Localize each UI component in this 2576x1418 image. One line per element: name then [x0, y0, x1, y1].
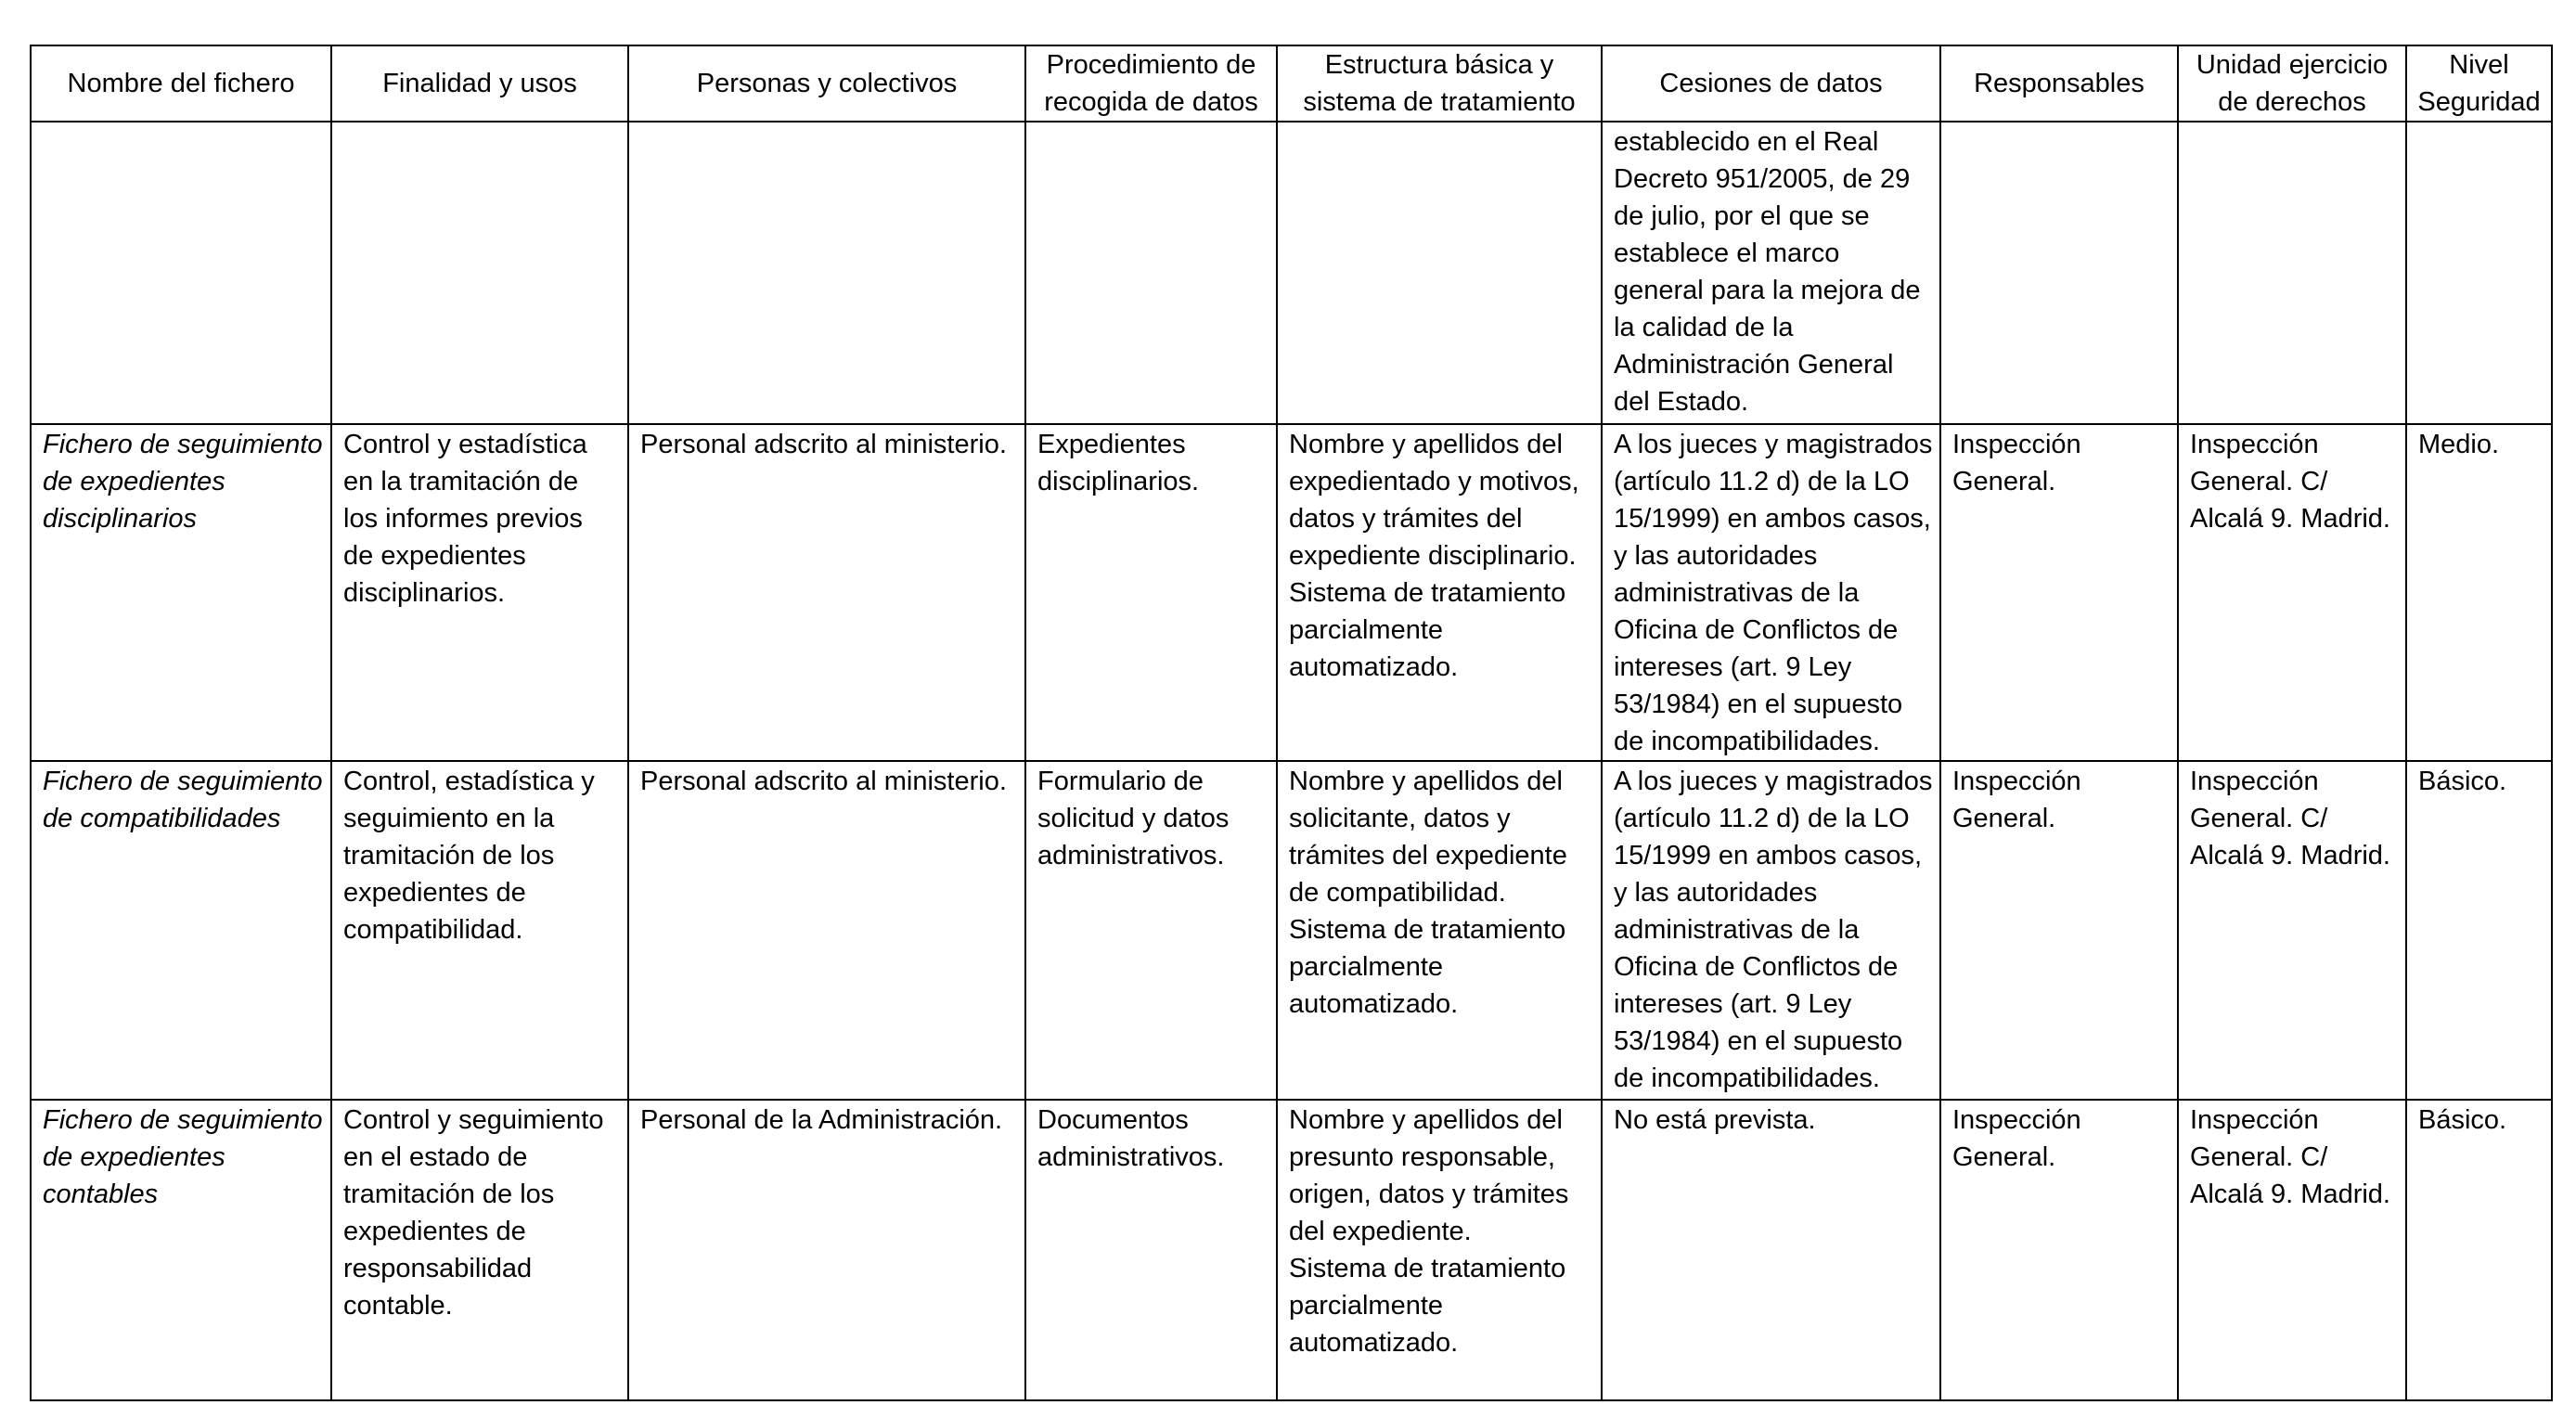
cell-cesiones [1602, 1100, 1940, 1400]
cell-text: Personal de la Administración. [640, 1105, 1003, 1135]
cell-unidad [2178, 424, 2406, 761]
cell-estructura [1277, 761, 1602, 1100]
cell-text: Oficina de Conflictos de [1614, 615, 1899, 645]
cell-personas [628, 761, 1025, 1100]
cell-text: seguimiento en la [343, 804, 555, 833]
cell-estructura [1277, 424, 1602, 761]
cell-text: de expedientes [43, 467, 225, 496]
cell-text: y las autoridades [1614, 878, 1818, 908]
cell-text: contables [43, 1180, 159, 1209]
cell-text: Personal adscrito al ministerio. [640, 767, 1007, 796]
cell-text: intereses (art. 9 Ley [1614, 652, 1852, 682]
cell-text: expedientes de [343, 1217, 526, 1246]
cell-text: automatizado. [1289, 652, 1459, 682]
header-text: Responsables [1974, 69, 2145, 98]
cell-nivel [2406, 761, 2552, 1100]
table-row [31, 761, 2552, 1100]
cell-text: Sistema de tratamiento [1289, 578, 1566, 608]
cell-nivel [2406, 122, 2552, 424]
cell-personas [628, 122, 1025, 424]
cell-finalidad [331, 1100, 628, 1400]
cell-text: General. C/ [2190, 1142, 2328, 1172]
cell-cesiones [1602, 761, 1940, 1100]
cell-text: disciplinarios [43, 504, 198, 534]
header-text: sistema de tratamiento [1303, 87, 1576, 117]
header-estructura [1277, 45, 1602, 122]
ficheros-table [30, 45, 2553, 1401]
header-text: Cesiones de datos [1659, 69, 1883, 98]
cell-text: Medio. [2418, 430, 2500, 459]
header-text: de derechos [2218, 87, 2366, 117]
header-responsables [1940, 45, 2178, 122]
header-nombre [31, 45, 331, 122]
cell-cesiones [1602, 424, 1940, 761]
cell-responsables [1940, 122, 2178, 424]
cell-personas [628, 424, 1025, 761]
cell-text: General. [1952, 804, 2056, 833]
cell-text: en el estado de [343, 1142, 528, 1172]
cell-text: Alcalá 9. Madrid. [2190, 1180, 2390, 1209]
header-text: Finalidad y usos [382, 69, 577, 98]
cell-text: Expedientes [1037, 430, 1186, 459]
header-text: Nivel [2449, 50, 2509, 80]
cell-text: automatizado. [1289, 1328, 1459, 1358]
cell-text: los informes previos [343, 504, 583, 534]
cell-text: 15/1999 en ambos casos, [1614, 841, 1923, 870]
header-nivel [2406, 45, 2552, 122]
header-text: recogida de datos [1044, 87, 1258, 117]
cell-text: trámites del expediente [1289, 841, 1567, 870]
cell-responsables [1940, 1100, 2178, 1400]
cell-text: (artículo 11.2 d) de la LO [1614, 467, 1910, 496]
cell-text: A los jueces y magistrados [1614, 430, 1933, 459]
cell-text: Control, estadística y [343, 767, 595, 796]
cell-text: de compatibilidades [43, 804, 281, 833]
cell-text: Básico. [2418, 767, 2507, 796]
cell-text: de expedientes [343, 541, 526, 571]
header-text: Procedimiento de [1046, 50, 1256, 80]
cell-text: Nombre y apellidos del [1289, 767, 1563, 796]
cell-text: Inspección [1952, 767, 2081, 796]
cell-text: de incompatibilidades. [1614, 1064, 1880, 1093]
cell-text: tramitación de los [343, 1180, 555, 1209]
cell-text: Alcalá 9. Madrid. [2190, 504, 2390, 534]
table-row [31, 424, 2552, 761]
cell-text: del Estado. [1614, 387, 1749, 417]
header-procedimiento [1025, 45, 1277, 122]
cell-text: administrativas de la [1614, 578, 1860, 608]
cell-nombre [31, 424, 331, 761]
cell-text: Nombre y apellidos del [1289, 1105, 1563, 1135]
header-text: Nombre del fichero [67, 69, 295, 98]
table-row [31, 1100, 2552, 1400]
cell-text: origen, datos y trámites [1289, 1180, 1569, 1209]
cell-text: expediente disciplinario. [1289, 541, 1577, 571]
cell-text: General. C/ [2190, 804, 2328, 833]
header-text: Personas y colectivos [696, 69, 958, 98]
cell-estructura [1277, 122, 1602, 424]
cell-text: solicitante, datos y [1289, 804, 1511, 833]
cell-unidad [2178, 761, 2406, 1100]
cell-text: Alcalá 9. Madrid. [2190, 841, 2390, 870]
cell-text: No está prevista. [1614, 1105, 1816, 1135]
cell-finalidad [331, 122, 628, 424]
header-unidad [2178, 45, 2406, 122]
cell-text: 15/1999) en ambos casos, [1614, 504, 1931, 534]
cell-procedimiento [1025, 1100, 1277, 1400]
cell-text: parcialmente [1289, 615, 1444, 645]
cell-text: Sistema de tratamiento [1289, 915, 1566, 945]
cell-text: administrativos. [1037, 841, 1225, 870]
cell-text: administrativas de la [1614, 915, 1860, 945]
cell-text: de julio, por el que se [1614, 201, 1870, 231]
table-header-row [31, 45, 2552, 122]
cell-text: del expediente. [1289, 1217, 1472, 1246]
cell-text: Control y estadística [343, 430, 587, 459]
cell-text: establecido en el Real [1614, 127, 1879, 157]
cell-procedimiento [1025, 424, 1277, 761]
cell-text: Fichero de seguimiento [43, 430, 323, 459]
cell-nivel [2406, 424, 2552, 761]
header-personas [628, 45, 1025, 122]
header-text: Unidad ejercicio [2196, 50, 2389, 80]
header-text: Seguridad [2417, 87, 2541, 117]
cell-text: Inspección [2190, 430, 2319, 459]
cell-text: Inspección [2190, 1105, 2319, 1135]
cell-text: establece el marco [1614, 238, 1840, 268]
cell-text: presunto responsable, [1289, 1142, 1555, 1172]
cell-text: A los jueces y magistrados [1614, 767, 1933, 796]
cell-finalidad [331, 761, 628, 1100]
cell-text: tramitación de los [343, 841, 555, 870]
cell-text: datos y trámites del [1289, 504, 1523, 534]
cell-text: en la tramitación de [343, 467, 579, 496]
cell-text: compatibilidad. [343, 915, 523, 945]
cell-cesiones [1602, 122, 1940, 424]
cell-text: (artículo 11.2 d) de la LO [1614, 804, 1910, 833]
header-cesiones [1602, 45, 1940, 122]
cell-text: Control y seguimiento [343, 1105, 604, 1135]
header-finalidad [331, 45, 628, 122]
cell-text: Nombre y apellidos del [1289, 430, 1563, 459]
cell-nombre [31, 1100, 331, 1400]
cell-text: responsabilidad [343, 1254, 533, 1283]
cell-text: General. [1952, 467, 2056, 496]
cell-text: parcialmente [1289, 952, 1444, 982]
cell-text: Formulario de [1037, 767, 1204, 796]
cell-nombre [31, 122, 331, 424]
cell-text: expedientado y motivos, [1289, 467, 1579, 496]
table-body [31, 122, 2552, 1400]
cell-text: General. [1952, 1142, 2056, 1172]
cell-text: 53/1984) en el supuesto [1614, 690, 1903, 719]
cell-text: parcialmente [1289, 1291, 1444, 1321]
cell-nombre [31, 761, 331, 1100]
cell-text: de expedientes [43, 1142, 225, 1172]
cell-text: Decreto 951/2005, de 29 [1614, 164, 1911, 194]
cell-text: la calidad de la [1614, 313, 1794, 342]
cell-text: automatizado. [1289, 989, 1459, 1019]
cell-text: solicitud y datos [1037, 804, 1230, 833]
cell-text: disciplinarios. [343, 578, 506, 608]
cell-text: de compatibilidad. [1289, 878, 1506, 908]
cell-text: Sistema de tratamiento [1289, 1254, 1566, 1283]
cell-text: expedientes de [343, 878, 526, 908]
cell-text: general para la mejora de [1614, 276, 1921, 305]
cell-finalidad [331, 424, 628, 761]
cell-text: Inspección [2190, 767, 2319, 796]
cell-text: General. C/ [2190, 467, 2328, 496]
cell-procedimiento [1025, 122, 1277, 424]
cell-responsables [1940, 424, 2178, 761]
cell-text: Básico. [2418, 1105, 2507, 1135]
cell-text: de incompatibilidades. [1614, 727, 1880, 756]
cell-procedimiento [1025, 761, 1277, 1100]
cell-text: Fichero de seguimiento [43, 1105, 323, 1135]
cell-text: Inspección [1952, 430, 2081, 459]
cell-personas [628, 1100, 1025, 1400]
cell-text: disciplinarios. [1037, 467, 1200, 496]
cell-text: Administración General [1614, 350, 1894, 380]
table-row [31, 122, 2552, 424]
cell-text: Documentos [1037, 1105, 1189, 1135]
cell-text: Fichero de seguimiento [43, 767, 323, 796]
cell-text: Inspección [1952, 1105, 2081, 1135]
cell-text: contable. [343, 1291, 453, 1321]
cell-estructura [1277, 1100, 1602, 1400]
cell-unidad [2178, 122, 2406, 424]
header-text: Estructura básica y [1324, 50, 1554, 80]
cell-text: Personal adscrito al ministerio. [640, 430, 1007, 459]
cell-nivel [2406, 1100, 2552, 1400]
cell-text: intereses (art. 9 Ley [1614, 989, 1852, 1019]
cell-responsables [1940, 761, 2178, 1100]
cell-text: y las autoridades [1614, 541, 1818, 571]
cell-text: 53/1984) en el supuesto [1614, 1026, 1903, 1056]
cell-unidad [2178, 1100, 2406, 1400]
cell-text: administrativos. [1037, 1142, 1225, 1172]
cell-text: Oficina de Conflictos de [1614, 952, 1899, 982]
